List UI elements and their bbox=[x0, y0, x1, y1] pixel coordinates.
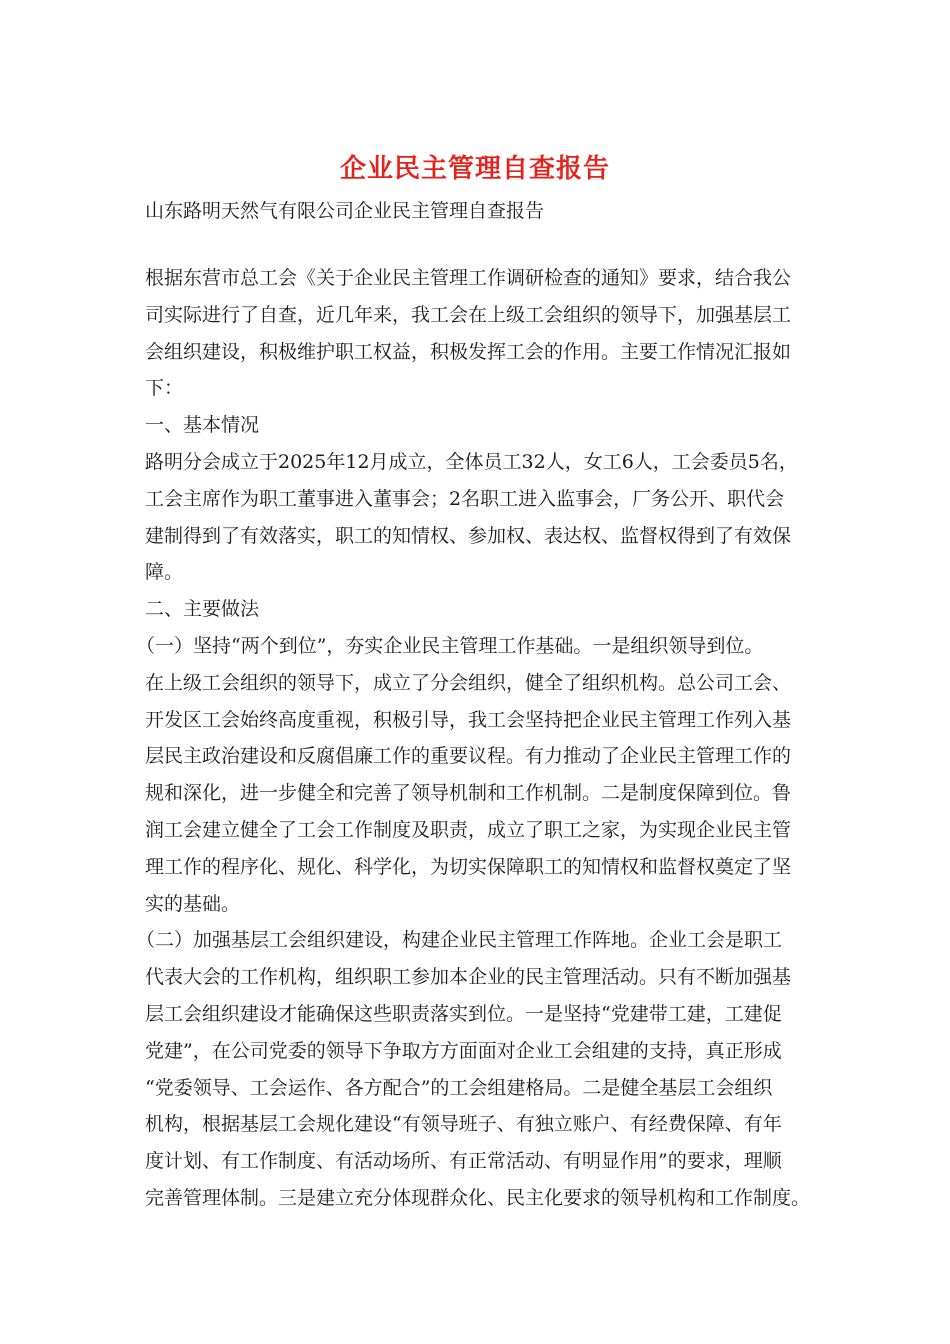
body-line: 会组织建设，积极维护职工权益，积极发挥工会的作用。主要工作情况汇报如 bbox=[145, 340, 792, 363]
body-line: 理工作的程序化、规化、科学化，为切实保障职工的知情权和监督权奠定了坚 bbox=[145, 855, 792, 878]
body-line: 司实际进行了自查，近几年来，我工会在上级工会组织的领导下，加强基层工 bbox=[145, 303, 792, 326]
body-line: 党建”，在公司党委的领导下争取方方面面对企业工会组建的支持，真正形成 bbox=[145, 1039, 782, 1062]
document-body bbox=[136, 260, 815, 1217]
body-line: 代表大会的工作机构，组织职工参加本企业的民主管理活动。只有不断加强基 bbox=[145, 966, 792, 989]
body-line: 二、主要做法 bbox=[145, 598, 260, 621]
body-line: 路明分会成立于2025年12月成立，全体员工32人，女工6人，工会委员5名， bbox=[145, 450, 798, 473]
body-line: 层民主政治建设和反腐倡廉工作的重要议程。有力推动了企业民主管理工作的 bbox=[145, 745, 792, 768]
body-line: 一、基本情况 bbox=[145, 414, 260, 437]
body-line: 度计划、有工作制度、有活动场所、有正常活动、有明显作用”的要求，理顺 bbox=[145, 1150, 782, 1173]
body-line: 工会主席作为职工董事进入董事会；2名职工进入监事会，厂务公开、职代会 bbox=[145, 487, 785, 510]
body-line: 规和深化，进一步健全和完善了领导机制和工作机制。二是制度保障到位。鲁 bbox=[145, 782, 792, 805]
body-line: 实的基础。 bbox=[145, 892, 241, 915]
body-line: 开发区工会始终高度重视，积极引导，我工会坚持把企业民主管理工作列入基 bbox=[145, 708, 792, 731]
body-line: 在上级工会组织的领导下，成立了分会组织，健全了组织机构。总公司工会、 bbox=[145, 671, 792, 694]
body-line: 建制得到了有效落实，职工的知情权、参加权、表达权、监督权得到了有效保 bbox=[145, 524, 792, 547]
body-line: 完善管理体制。三是建立充分体现群众化、民主化要求的领导机构和工作制度。 bbox=[145, 1186, 811, 1209]
body-line: （一）坚持“两个到位”，夯实企业民主管理工作基础。一是组织领导到位。 bbox=[136, 634, 764, 657]
body-line: （二）加强基层工会组织建设，构建企业民主管理工作阵地。企业工会是职工 bbox=[136, 929, 783, 952]
body-line: “党委领导、工会运作、各方配合”的工会组建格局。二是健全基层工会组织 bbox=[145, 1076, 773, 1099]
body-line: 机构，根据基层工会规化建设“有领导班子、有独立账户、有经费保障、有年 bbox=[145, 1113, 782, 1136]
document-subtitle: 山东路明天然气有限公司企业民主管理自查报告 bbox=[145, 200, 545, 222]
body-line: 下： bbox=[145, 377, 184, 400]
document-title: 企业民主管理自查报告 bbox=[339, 154, 610, 184]
body-line: 根据东营市总工会《关于企业民主管理工作调研检查的通知》要求，结合我公 bbox=[145, 267, 792, 289]
body-line: 润工会建立健全了工会工作制度及职责，成立了职工之家，为实现企业民主管 bbox=[145, 818, 792, 841]
body-line: 障。 bbox=[145, 561, 184, 584]
body-line: 层工会组织建设才能确保这些职责落实到位。一是坚持“党建带工建，工建促 bbox=[145, 1002, 782, 1025]
